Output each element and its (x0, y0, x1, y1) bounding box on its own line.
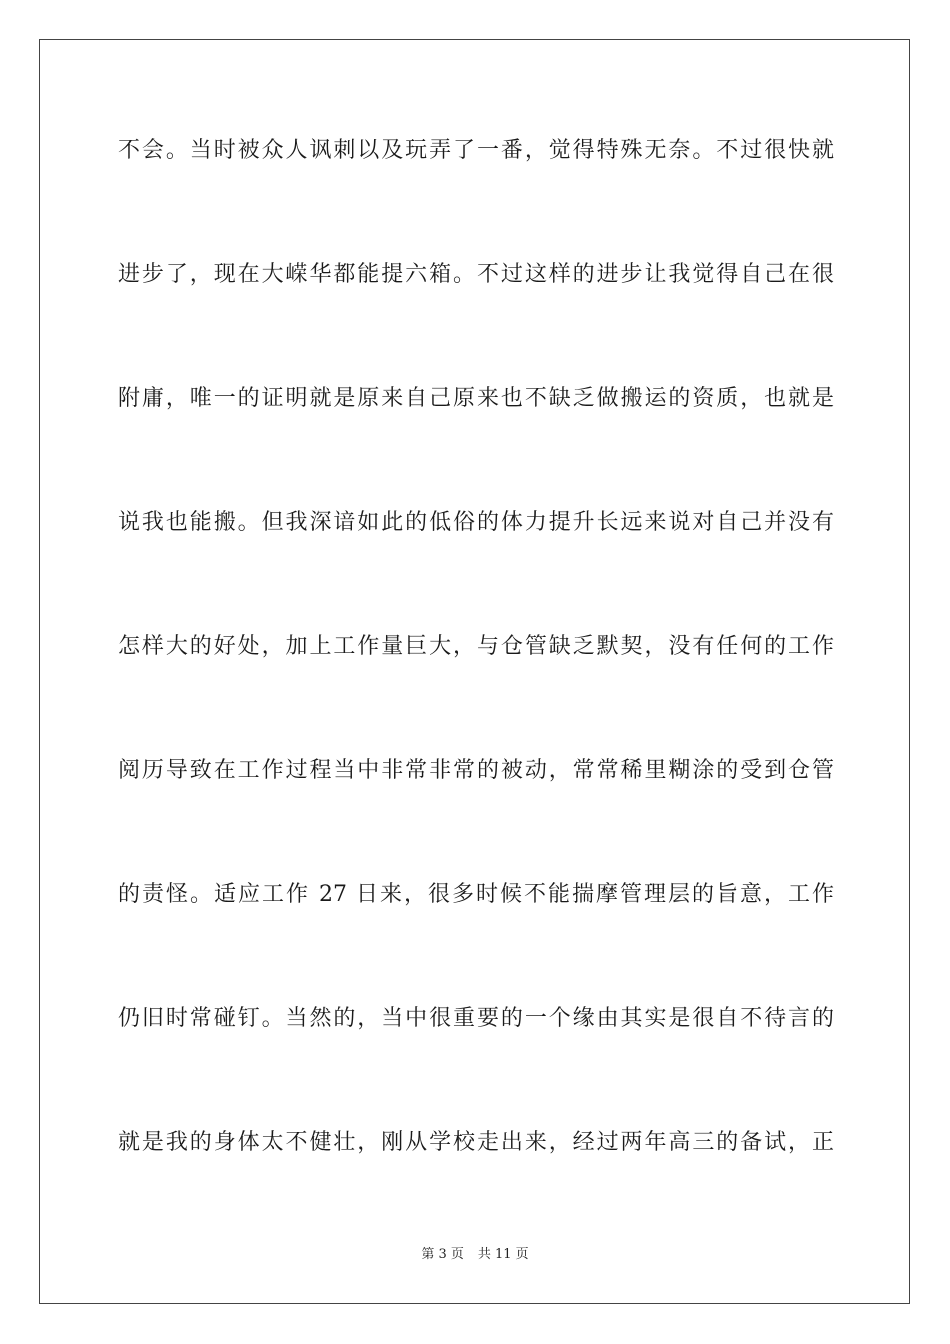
text-line: 怎样大的好处，加上工作量巨大，与仓管缺乏默契，没有任何的工作 (118, 634, 834, 659)
text-line: 阅历导致在工作过程当中非常非常的被动，常常稀里糊涂的受到仓管 (118, 758, 834, 783)
page-footer (0, 1246, 950, 1264)
text-line: 就是我的身体太不健壮，刚从学校走出来，经过两年高三的备试，正 (118, 1130, 834, 1155)
text-line: 仍旧时常碰钉。当然的，当中很重要的一个缘由其实是很自不待言的 (118, 1006, 834, 1031)
text-line: 不会。当时被众人讽刺以及玩弄了一番，觉得特殊无奈。不过很快就 (118, 138, 834, 163)
page-number: 第 3 页 (421, 1247, 464, 1262)
text-line: 的责怪。适应工作 27 日来，很多时候不能揣摩管理层的旨意，工作 (118, 882, 834, 907)
text-line: 附庸，唯一的证明就是原来自己原来也不缺乏做搬运的资质，也就是 (118, 386, 834, 411)
text-line: 进步了，现在大嵘华都能提六箱。不过这样的进步让我觉得自己在很 (118, 262, 834, 287)
page-border (39, 39, 910, 1304)
page-total: 共 11 页 (477, 1247, 529, 1262)
text-line: 说我也能搬。但我深谙如此的低俗的体力提升长远来说对自己并没有 (118, 510, 834, 535)
